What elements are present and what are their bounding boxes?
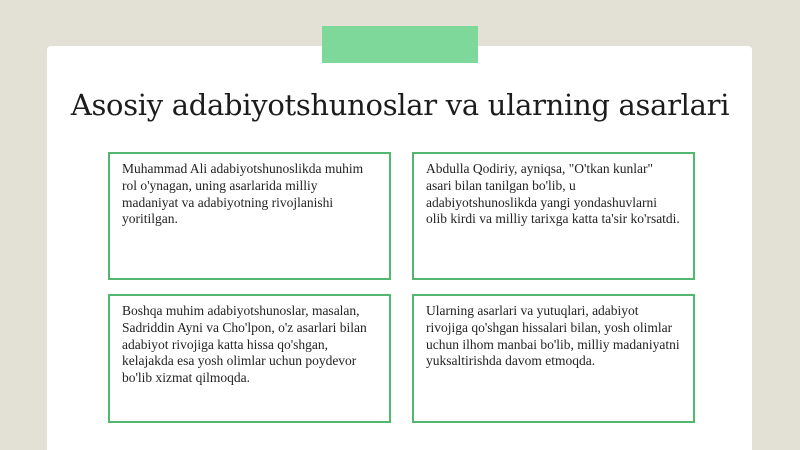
- text-box-2: Abdulla Qodiriy, ayniqsa, "O'tkan kunlar" asari bilan tanilgan bo'lib, u adabiyotshunoslikda yangi yondashuvlarni olib kirdi va milliy tarixga katta ta'sir ko'rsatdi.: [412, 152, 695, 280]
- text-box-4: Ularning asarlari va yutuqlari, adabiyot rivojiga qo'shgan hissalari bilan, yosh olimlar uchun ilhom manbai bo'lib, milliy madaniyatni yuksaltirishda davom etmoqda.: [412, 294, 695, 423]
- decorative-tape: [322, 26, 478, 63]
- slide-title: Asosiy adabiyotshunoslar va ularning asarlari: [70, 88, 730, 122]
- text-box-1: Muhammad Ali adabiyotshunoslikda muhim rol o'ynagan, uning asarlarida milliy madaniyat va adabiyotning rivojlanishi yoritilgan.: [108, 152, 391, 280]
- text-box-3: Boshqa muhim adabiyotshunoslar, masalan, Sadriddin Ayni va Cho'lpon, o'z asarlari bilan adabiyot rivojiga katta hissa qo'shgan, kelajakda esa yosh olimlar uchun poydevor bo'lib xizmat qilmoqda.: [108, 294, 391, 423]
